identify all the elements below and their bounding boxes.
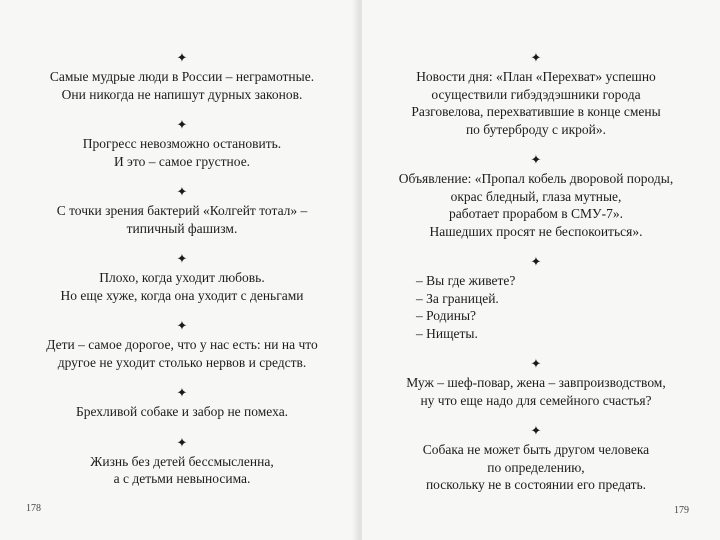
right-column <box>376 52 696 494</box>
aphorism-line: Объявление: «Пропал кобель дворовой породы, <box>398 171 674 186</box>
page-number: 178 <box>26 503 41 514</box>
aphorism-entry <box>22 119 342 170</box>
dialogue-line: – За границей. <box>416 290 499 306</box>
aphorism-line: а с детьми невыносима. <box>113 471 251 486</box>
star-ornament-icon: ✦ <box>176 435 188 451</box>
star-ornament-icon: ✦ <box>176 51 188 66</box>
aphorism-line: по определению, <box>487 459 585 475</box>
aphorism-line: Но еще хуже, когда она уходит с деньгами <box>60 287 304 303</box>
aphorism-line: Дети – самое дорогое, что у нас есть: ни на что <box>46 337 318 352</box>
page-number: 179 <box>674 505 689 516</box>
aphorism-line: осуществили гибэдэдэшники города <box>431 86 641 102</box>
aphorism-entry <box>376 358 696 409</box>
aphorism-entry <box>376 425 696 494</box>
aphorism-entry <box>376 52 696 138</box>
aphorism-line: С точки зрения бактерий «Колгейт тотал» – <box>56 203 308 218</box>
star-ornament-icon: ✦ <box>176 319 188 334</box>
star-ornament-icon: ✦ <box>530 424 542 439</box>
dialogue-line: – Нищеты. <box>416 325 478 341</box>
star-ornament-icon: ✦ <box>176 185 188 200</box>
right-page <box>362 0 720 540</box>
aphorism-line: Плохо, когда уходит любовь. <box>99 270 265 285</box>
dialogue-entry <box>376 256 696 342</box>
aphorism-entry <box>22 186 342 237</box>
star-ornament-icon: ✦ <box>530 357 542 372</box>
aphorism-entry <box>22 52 342 103</box>
aphorism-line: работает прорабом в СМУ-7». <box>449 206 623 221</box>
star-ornament-icon: ✦ <box>176 118 188 133</box>
aphorism-entry <box>22 320 342 371</box>
star-ornament-icon: ✦ <box>176 386 188 401</box>
aphorism-line: по бутерброду с икрой». <box>465 121 607 137</box>
aphorism-entry <box>22 387 342 421</box>
aphorism-entry <box>22 253 342 304</box>
aphorism-line: Жизнь без детей бессмысленна, <box>90 453 274 469</box>
star-ornament-icon: ✦ <box>530 153 542 168</box>
aphorism-entry <box>376 154 696 240</box>
aphorism-line: типичный фашизм. <box>126 220 238 236</box>
aphorism-entry <box>22 437 342 488</box>
aphorism-line: Разговелова, перехватившие в конце смены <box>411 104 661 119</box>
dialogue-line: – Вы где живете? <box>416 273 516 288</box>
left-column <box>22 52 342 488</box>
aphorism-line: поскольку не в состоянии его предать. <box>425 477 647 492</box>
aphorism-line: Новости дня: «План «Перехват» успешно <box>416 69 656 84</box>
aphorism-line: И это – самое грустное. <box>113 153 251 169</box>
aphorism-line: Нашедших просят не беспокоиться». <box>429 223 643 239</box>
aphorism-line: Собака не может быть другом человека <box>422 442 650 457</box>
aphorism-line: Муж – шеф-повар, жена – завпроизводством, <box>406 375 666 390</box>
star-ornament-icon: ✦ <box>530 255 542 270</box>
star-ornament-icon: ✦ <box>530 51 542 66</box>
dialogue-line: – Родины? <box>416 308 477 323</box>
aphorism-line: Прогресс невозможно остановить. <box>82 136 282 151</box>
aphorism-line: другое не уходит столько нервов и средств. <box>57 354 307 370</box>
aphorism-line: ну что еще надо для семейного счастья? <box>420 392 652 408</box>
left-page <box>0 0 358 540</box>
aphorism-line: окрас бледный, глаза мутные, <box>450 188 622 204</box>
aphorism-line: Самые мудрые люди в России – неграмотные. <box>49 69 315 84</box>
aphorism-line: Они никогда не напишут дурных законов. <box>61 86 303 102</box>
star-ornament-icon: ✦ <box>176 252 188 267</box>
aphorism-line: Брехливой собаке и забор не помеха. <box>75 404 289 419</box>
